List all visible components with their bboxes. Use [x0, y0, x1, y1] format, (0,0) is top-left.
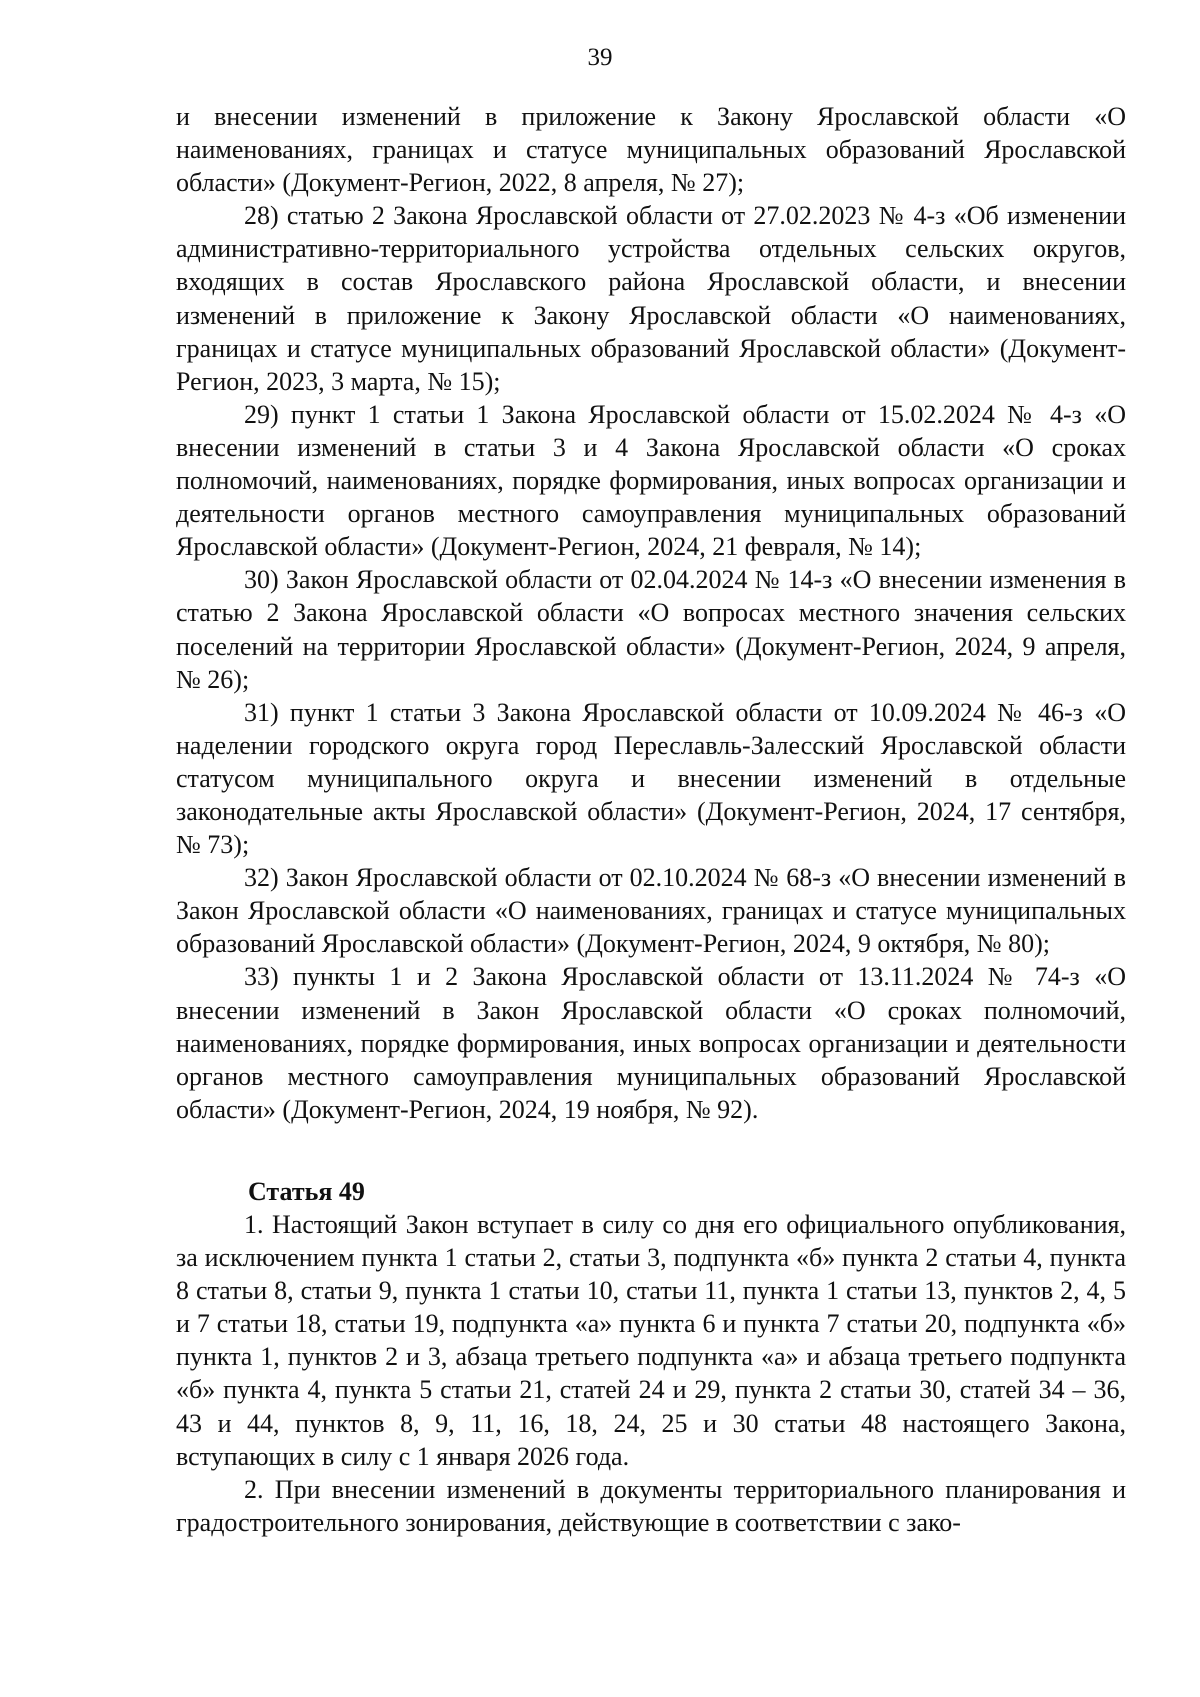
paragraph-continuation: и внесении изменений в приложение к Закону Ярославской области «О наименованиях, границах и статусе муниципальных образований Ярославской области» (Документ-Регион, 2022, 8 апреля, № 27);: [176, 102, 1126, 198]
list-item-29: 29) пункт 1 статьи 1 Закона Ярославской области от 15.02.2024 № 4-з «О внесении изменений в статьи 3 и 4 Закона Ярославской области «О сроках полномочий, наименованиях, порядке формирования, иных вопросах организации и деятельности органов местного самоуправления муниципальных образований Ярославской области» (Документ-Регион, 2024, 21 февраля, № 14);: [176, 399, 1126, 562]
article-paragraph-2: 2. При внесении изменений в документы территориального планирования и градостроительного зонирования, действующие в соответствии с зако-: [176, 1474, 1126, 1537]
document-body: [176, 100, 1126, 1539]
article-heading: Статья 49: [248, 1176, 365, 1206]
list-item-28: 28) статью 2 Закона Ярославской области от 27.02.2023 № 4-з «Об изменении административно-территориального устройства отдельных сельских округов, входящих в состав Ярославского района Ярославской области, и внесении изменений в приложение к Закону Ярославской области «О наименованиях, границах и статусе муниципальных образований Ярославской области» (Документ-Регион, 2023, 3 марта, № 15);: [176, 201, 1126, 396]
page-number: 39: [587, 44, 613, 71]
article-paragraph-1: 1. Настоящий Закон вступает в силу со дня его официального опубликования, за исключением пункта 1 статьи 2, статьи 3, подпункта «б» пункта 2 статьи 4, пункта 8 статьи 8, статьи 9, пункта 1 статьи 10, статьи 11, пункта 1 статьи 13, пунктов 2, 4, 5 и 7 статьи 18, статьи 19, подпункта «а» пункта 6 и пункта 7 статьи 20, подпункта «б» пункта 1, пунктов 2 и 3, абзаца третьего подпункта «а» и абзаца третьего подпункта «б» пункта 4, пункта 5 статьи 21, статей 24 и 29, пункта 2 статьи 30, статей 34 – 36, 43 и 44, пунктов 8, 9, 11, 16, 18, 24, 25 и 30 статьи 48 настоящего Закона, вступающих в силу с 1 января 2026 года.: [176, 1210, 1126, 1471]
list-item-32: 32) Закон Ярославской области от 02.10.2024 № 68-з «О внесении изменений в Закон Ярославской области «О наименованиях, границах и статусе муниципальных образований Ярославской области» (Документ-Регион, 2024, 9 октября, № 80);: [176, 863, 1126, 959]
list-item-30: 30) Закон Ярославской области от 02.04.2024 № 14-з «О внесении изменения в статью 2 Закона Ярославской области «О вопросах местного значения сельских поселений на территории Ярославской области» (Документ-Регион, 2024, 9 апреля, № 26);: [176, 565, 1126, 694]
list-item-33: 33) пункты 1 и 2 Закона Ярославской области от 13.11.2024 № 74-з «О внесении изменений в Закон Ярославской области «О сроках полномочий, наименованиях, порядке формирования, иных вопросах организации и деятельности органов местного самоуправления муниципальных образований Ярославской области» (Документ-Регион, 2024, 19 ноября, № 92).: [176, 962, 1126, 1124]
list-item-31: 31) пункт 1 статьи 3 Закона Ярославской области от 10.09.2024 № 46-з «О наделении городского округа город Переславль-Залесский Ярославской области статусом муниципального округа и внесении изменений в отдельные законодательные акты Ярославской области» (Документ-Регион, 2024, 17 сентября, № 73);: [176, 697, 1126, 860]
